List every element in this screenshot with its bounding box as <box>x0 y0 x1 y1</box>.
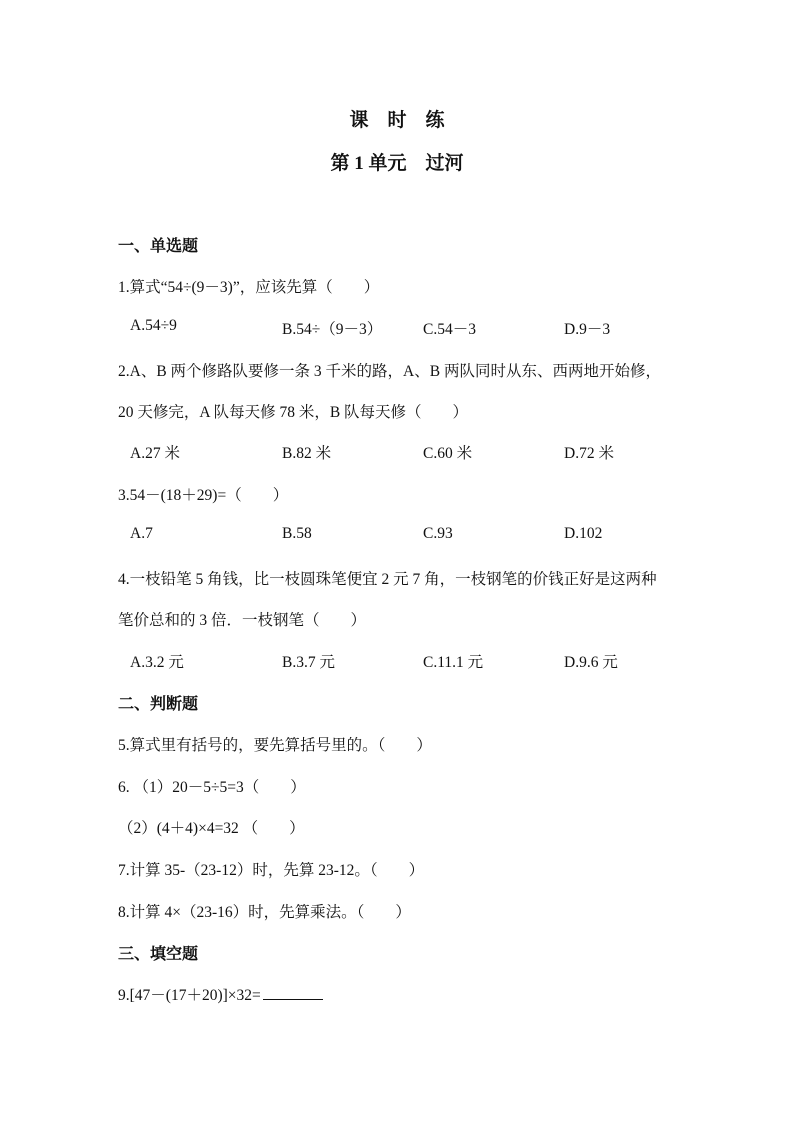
section-heading-true-false: 二、判断题 <box>118 696 199 713</box>
question-2-line-1: 2.A、B 两个修路队要修一条 3 千米的路，A、B 两队同时从东、西两地开始修， <box>118 363 661 380</box>
q3-option-d: D.102 <box>564 525 603 542</box>
q3-option-c: C.93 <box>423 525 453 542</box>
question-3: 3.54－(18＋29)=（ ） <box>118 487 289 504</box>
q2-option-c: C.60 米 <box>423 445 473 462</box>
q4-option-a: A.3.2 元 <box>130 654 184 671</box>
unit-subtitle: 第 1 单元 过河 <box>330 153 464 174</box>
q4-option-c: C.11.1 元 <box>423 654 484 671</box>
q2-option-d: D.72 米 <box>564 445 614 462</box>
q3-option-a: A.7 <box>130 525 153 542</box>
question-5: 5.算式里有括号的，要先算括号里的。（ ） <box>118 737 432 754</box>
q1-option-b: B.54÷（9－3） <box>282 321 383 338</box>
question-4-line-1: 4.一枝铅笔 5 角钱，比一枝圆珠笔便宜 2 元 7 角，一枝钢笔的价钱正好是这两种 <box>118 571 657 588</box>
section-heading-single-choice: 一、单选题 <box>118 238 199 255</box>
question-8: 8.计算 4×（23-16）时，先算乘法。（ ） <box>118 904 411 921</box>
q1-option-a: A.54÷9 <box>130 317 177 334</box>
q1-option-d: D.9－3 <box>564 321 611 338</box>
question-6-part-1: 6. （1）20－5÷5=3（ ） <box>118 779 306 796</box>
question-1: 1.算式“54÷(9－3)”，应该先算（ ） <box>118 279 380 296</box>
q2-option-b: B.82 米 <box>282 445 332 462</box>
q2-option-a: A.27 米 <box>130 445 180 462</box>
q4-option-d: D.9.6 元 <box>564 654 618 671</box>
q4-option-b: B.3.7 元 <box>282 654 335 671</box>
page-title: 课 时 练 <box>349 110 445 131</box>
question-6-part-2: （2）(4＋4)×4=32 （ ） <box>118 820 305 837</box>
question-2-line-2: 20 天修完，A 队每天修 78 米，B 队每天修（ ） <box>118 404 469 421</box>
q1-option-c: C.54－3 <box>423 321 476 338</box>
question-9-text: 9.[47－(17＋20)]×32= <box>118 987 261 1004</box>
section-heading-fill-in: 三、填空题 <box>118 946 199 963</box>
answer-blank[interactable] <box>263 985 323 1000</box>
question-7: 7.计算 35-（23-12）时，先算 23-12。（ ） <box>118 862 425 879</box>
question-4-line-2: 笔价总和的 3 倍．一枝钢笔（ ） <box>118 612 367 629</box>
q3-option-b: B.58 <box>282 525 312 542</box>
question-9 <box>118 983 323 1005</box>
